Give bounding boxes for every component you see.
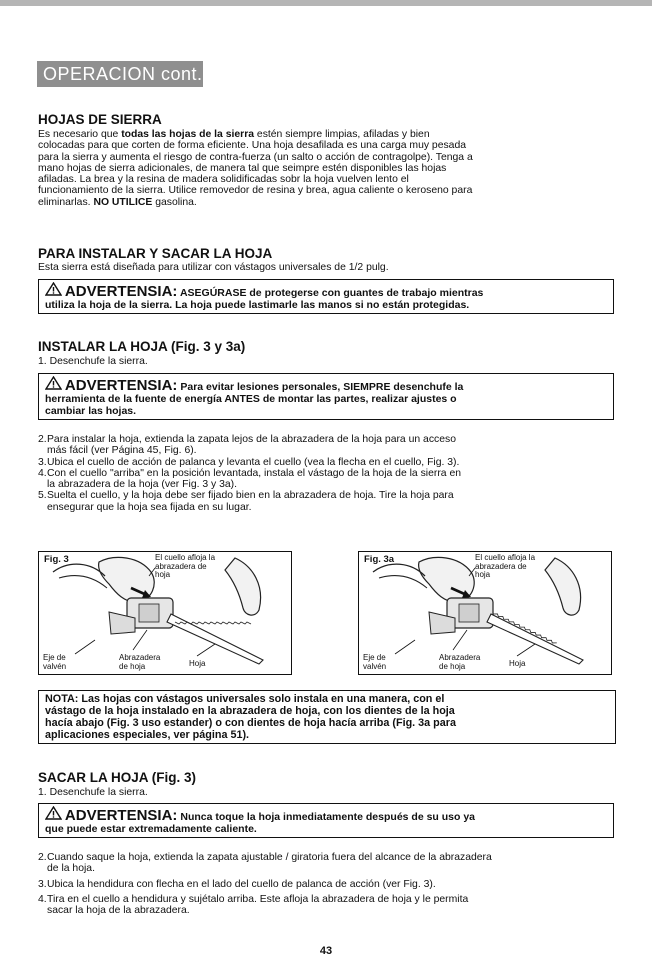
gloves-warning-box — [38, 279, 614, 314]
figure-title: Fig. 3 — [44, 554, 69, 565]
warning-text: que puede estar extremadamente caliente. — [45, 823, 257, 835]
warning-label: ADVERTENSIA: — [64, 377, 178, 394]
remove-heading: SACAR LA HOJA (Fig. 3) — [38, 770, 196, 785]
install-remove-heading: PARA INSTALAR Y SACAR LA HOJA — [38, 246, 273, 261]
blades-paragraph — [38, 129, 616, 208]
blades-heading: HOJAS DE SIERRA — [38, 112, 162, 127]
warning-text: Nunca toque la hoja inmediatamente después de su uso ya — [180, 811, 476, 823]
list-item: 2. Cuando saque la hoja, extienda la zapata ajustable / giratoria fuera del alcance de la abrazadera de la hoja. — [38, 852, 492, 875]
clamp-label: Abrazadera de hoja — [439, 653, 481, 671]
list-item: 4. Tira en el cuello a hendidura y sujétalo arriba. Este afloja la abrazadera de hoja y le permita sacar la hoja de la abrazadera. — [38, 893, 469, 917]
clamp-label: Abrazadera de hoja — [119, 653, 161, 671]
unplug-warning-box — [38, 373, 614, 420]
warning-text: utiliza la hoja de la sierra. La hoja puede lastimarle las manos si no están protegidas. — [45, 299, 470, 311]
blades-line: afiladas. La brea y la resina de madera solidificadas sobr la hoja vuelven lento el — [38, 174, 409, 186]
note-line: NOTA: Las hojas con vástagos universales solo instala en una manera, con el — [45, 693, 445, 705]
warning-text: cambiar las hojas. — [45, 405, 137, 417]
warning-label: ADVERTENSIA: — [64, 807, 178, 824]
note-line: aplicaciones especiales, ver página 51). — [45, 729, 250, 742]
warning-text: Para evitar lesiones personales, SIEMPRE desenchufe la — [180, 381, 464, 393]
section-banner: OPERACION cont. — [37, 61, 203, 87]
note-line: hacía abajo (Fig. 3 uso estander) o con dientes de hoja hacía arriba (Fig. 3a para — [45, 717, 456, 730]
pivot-label: Eje de valvén — [363, 653, 387, 671]
list-item: 3. Ubica la hendidura con flecha en el lado del cuello de palanca de acción (ver Fig. 3). — [38, 878, 436, 890]
warning-triangle-icon — [45, 376, 62, 393]
note-box — [38, 690, 616, 744]
remove-step-1: 1. Desenchufe la sierra. — [38, 787, 148, 798]
figure-3a — [358, 551, 612, 675]
install-remove-text: Esta sierra está diseñada para utilizar con vástagos universales de 1/2 pulg. — [38, 262, 389, 273]
pivot-label: Eje de valvén — [43, 653, 67, 671]
blade-label: Hoja — [189, 659, 206, 668]
install-heading: INSTALAR LA HOJA (Fig. 3 y 3a) — [38, 339, 246, 354]
blades-line: eliminarlas. NO UTILICE gasolina. — [38, 196, 197, 208]
install-steps — [38, 434, 616, 513]
blades-line: mano hojas de sierra adicionales, de manera tal que seimpre estén disponibles las hojas — [38, 162, 447, 174]
list-item: 4. Con el cuello "arriba" en la posición levantada, instala el vástago de la hoja de la sierra en la abrazadera de la hoja (ver Fig. 3 y 3a). — [38, 467, 462, 491]
top-rule — [0, 0, 652, 6]
warning-triangle-icon — [45, 806, 62, 823]
list-item: 3. Ubica el cuello de acción de palanca y levanta el cuello (vea la flecha en el cuello, Fig. 3). — [38, 456, 460, 468]
install-step-1: 1. Desenchufe la sierra. — [38, 356, 148, 367]
page-number: 43 — [319, 945, 333, 957]
blade-label: Hoja — [509, 659, 526, 668]
figure-title: Fig. 3a — [364, 554, 395, 565]
collar-callout: El cuello afloja la abrazadera de hoja — [155, 553, 216, 579]
blades-line: para la sierra y aumenta el riesgo de contra-fuerza (un salto o acción de contragolpe). Tenga a — [38, 151, 473, 163]
warning-text: herramienta de la fuente de energía ANTES de montar las partes, realizar ajustes o — [45, 393, 457, 405]
blades-line: Es necesario que todas las hojas de la sierra estén siempre limpias, afiladas y bien — [38, 129, 430, 140]
remove-steps — [38, 852, 616, 916]
warning-text: ASEGÚRASE de protegerse con guantes de trabajo mientras — [179, 287, 484, 299]
collar-callout: El cuello afloja la abrazadera de hoja — [475, 553, 536, 579]
warning-triangle-icon — [45, 282, 62, 299]
list-item: 2. Para instalar la hoja, extienda la zapata lejos de la abrazadera de la hoja para un acceso más fácil (ver Página 45, Fig. 6). — [38, 434, 456, 457]
list-item: 5. Suelta el cuello, y la hoja debe ser fijado bien en la abrazadera de hoja. Tire la hoja para ensegurar que la hoja sea fijada en su lugar. — [38, 490, 454, 513]
warning-label: ADVERTENSIA: — [64, 283, 178, 300]
blades-line: colocadas para que corten de forma eficiente. Una hoja desafilada es una carga muy pesada — [38, 140, 467, 152]
note-line: vástago de la hoja instalado en la abrazadera de hoja, con los dientes de la hoja — [45, 705, 455, 718]
figure-3 — [38, 551, 292, 675]
blades-line: funcionamiento de la sierra. Utilice removedor de resina y brea, agua caliente o keroseno para — [38, 185, 473, 197]
hot-blade-warning-box — [38, 803, 614, 838]
